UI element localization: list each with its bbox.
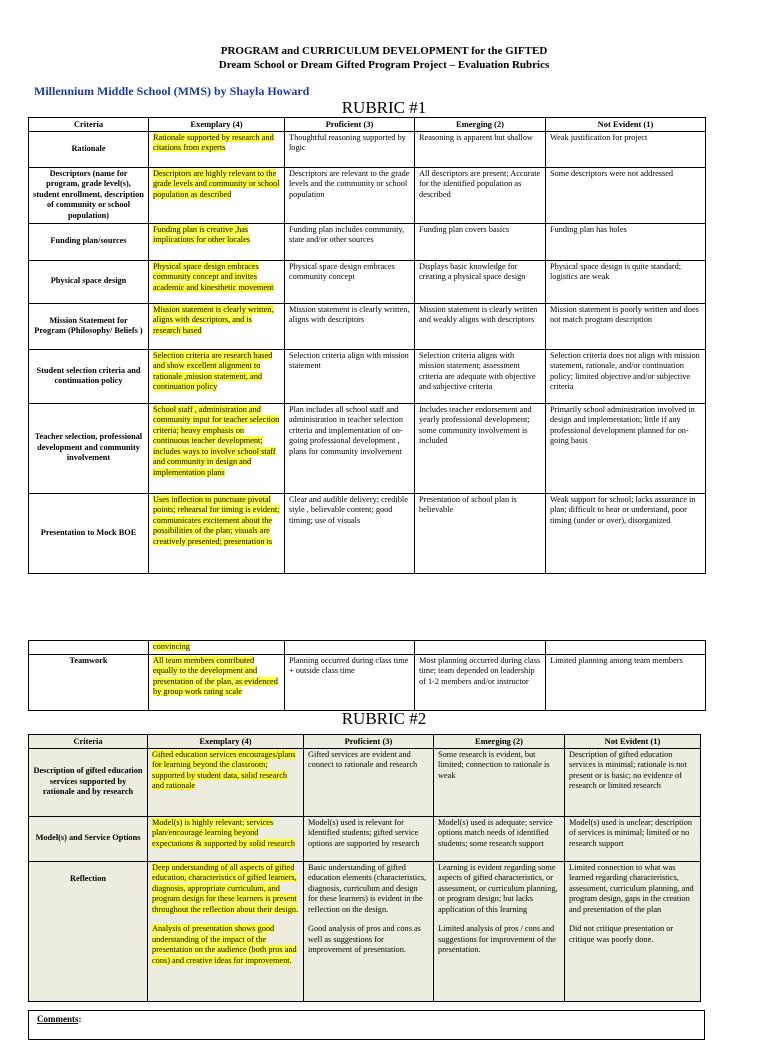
emerging-cell: Selection criteria aligns with mission statement; assessment criteria are adequate with objective and subjective criteria bbox=[415, 349, 546, 403]
not-evident-cell: Limited planning among team members bbox=[546, 654, 706, 710]
exemplary-cell bbox=[148, 748, 304, 816]
highlighted-text: Deep understanding of all aspects of gifted education, characteristics of gifted learners, diagnosis, appropriate curriculum, and program design for these learners is present throughout the reflection about their design. bbox=[152, 862, 299, 914]
table-row bbox=[29, 303, 706, 349]
criteria-cell: Model(s) and Service Options bbox=[29, 816, 148, 861]
highlighted-text: Physical space design embraces community concept and invites academic and kinesthetic movement bbox=[153, 261, 274, 292]
header-proficient: Proficient (3) bbox=[304, 735, 434, 749]
not-evident-cell: Primarily school administration involved in design and implementation; little if any professional development planned for on-going basis bbox=[546, 403, 706, 493]
not-evident-cell bbox=[565, 861, 701, 1001]
not-evident-cell: Model(s) used is unclear; description of services is minimal; limited or no research support bbox=[565, 816, 701, 861]
highlighted-text: Funding plan is creative ,has implications for other locales bbox=[153, 224, 250, 244]
empty-cell bbox=[546, 641, 706, 655]
document-title-line1: PROGRAM and CURRICULUM DEVELOPMENT for the GIFTED bbox=[220, 45, 548, 57]
header-criteria: Criteria bbox=[29, 118, 149, 132]
criteria-cell: Student selection criteria and continuation policy bbox=[29, 349, 149, 403]
empty-cell bbox=[415, 641, 546, 655]
emerging-cell: Funding plan covers basics bbox=[415, 223, 546, 260]
table-row bbox=[29, 167, 706, 223]
criteria-cell: Description of gifted education services supported by rationale and by research bbox=[29, 748, 148, 816]
emerging-cell: All descriptors are present; Accurate for the identified population as described bbox=[415, 167, 546, 223]
proficient-cell: Funding plan includes community, state and/or other sources bbox=[285, 223, 415, 260]
header-exemplary: Exemplary (4) bbox=[149, 118, 285, 132]
table-row bbox=[29, 748, 701, 816]
proficient-cell: Clear and audible delivery; credible style , believable content; good timing; use of visuals bbox=[285, 493, 415, 573]
exemplary-cell bbox=[149, 493, 285, 573]
criteria-cell: Descriptors (name for program, grade level(s), student enrollment, description of community or school population) bbox=[29, 167, 149, 223]
emerging-cell bbox=[434, 861, 565, 1001]
exemplary-cell bbox=[148, 861, 304, 1001]
table-row bbox=[29, 223, 706, 260]
highlighted-text: Selection criteria are research based and show excellent alignment to rationale ,mission statement, and continuation policy bbox=[153, 350, 273, 391]
table-row bbox=[29, 260, 706, 303]
criteria-cell: Reflection bbox=[29, 861, 148, 1001]
criteria-cell: Teacher selection, professional development and community involvement bbox=[29, 403, 149, 493]
table-row bbox=[29, 131, 706, 167]
not-evident-cell: Weak justification for project bbox=[546, 131, 706, 167]
table-row bbox=[29, 816, 701, 861]
header-emerging: Emerging (2) bbox=[415, 118, 546, 132]
proficient-cell: Model(s) used is relevant for identified students; gifted service options are supported by research bbox=[304, 816, 434, 861]
paragraph: Did not critique presentation or critique was poorly done. bbox=[569, 924, 674, 944]
criteria-cell: Teamwork bbox=[29, 654, 149, 710]
rubric1-heading: RUBRIC #1 bbox=[341, 98, 427, 117]
rubric1-table bbox=[28, 117, 706, 574]
not-evident-cell: Some descriptors were not addressed bbox=[546, 167, 706, 223]
highlighted-text: All team members contributed equally to the development and presentation of the plan, as evidenced by group work rating scale bbox=[153, 655, 278, 696]
highlighted-text: Uses inflection to punctuate pivotal points; rehearsal for timing is evident; communicates excitement about the possibilities of the plan; visuals are creatively presented; presentation is bbox=[153, 494, 280, 546]
not-evident-cell: Mission statement is poorly written and does not match program description bbox=[546, 303, 706, 349]
table-row bbox=[29, 349, 706, 403]
not-evident-cell: Physical space design is quite standard; logistics are weak bbox=[546, 260, 706, 303]
comments-colon: : bbox=[78, 1014, 82, 1024]
proficient-cell: Selection criteria align with mission statement bbox=[285, 349, 415, 403]
proficient-cell: Physical space design embraces community concept bbox=[285, 260, 415, 303]
empty-cell bbox=[29, 641, 149, 655]
highlighted-text: Descriptors are highly relevant to the grade levels and community or school population as described bbox=[153, 168, 280, 199]
emerging-cell: Reasoning is apparent but shallow bbox=[415, 131, 546, 167]
exemplary-cell bbox=[149, 403, 285, 493]
exemplary-cell bbox=[149, 167, 285, 223]
not-evident-cell: Selection criteria does not align with mission statement, rationale, and/or continuation policy; limited objective and/or subjective criteria bbox=[546, 349, 706, 403]
proficient-cell: Gifted services are evident and connect to rationale and research bbox=[304, 748, 434, 816]
empty-cell bbox=[285, 641, 415, 655]
header-emerging: Emerging (2) bbox=[434, 735, 565, 749]
header-not-evident: Not Evident (1) bbox=[565, 735, 701, 749]
proficient-cell bbox=[304, 861, 434, 1001]
highlighted-text: School staff , administration and community input for teacher selection criteria; heavy emphasis on continuous teacher development; includes ways to involve school staff and community in design and implementation plans bbox=[153, 404, 280, 477]
header-not-evident: Not Evident (1) bbox=[546, 118, 706, 132]
criteria-cell: Presentation to Mock BOE bbox=[29, 493, 149, 573]
proficient-cell: Plan includes all school staff and administration in teacher selection criteria and implementation of on-going professional development , plans for community involvement bbox=[285, 403, 415, 493]
rubric2-heading: RUBRIC #2 bbox=[341, 709, 427, 728]
paragraph: Good analysis of pros and cons as well as suggestions for improvement of presentation. bbox=[308, 924, 421, 954]
paragraph: Limited connection to what was learned regarding characteristics, assessment, curriculum planning, and program design, gaps in the creation and presentation of the plan bbox=[569, 862, 694, 914]
highlighted-text: Analysis of presentation shows good understanding of the impact of the presentation on the audience (both pros and cons) and creative ideas for improvement. bbox=[152, 924, 297, 965]
emerging-cell: Some research is evident, but limited; connection to rationale is weak bbox=[434, 748, 565, 816]
rubric2-table bbox=[28, 734, 701, 1002]
proficient-cell: Mission statement is clearly written, aligns with descriptors bbox=[285, 303, 415, 349]
criteria-cell: Mission Statement for Program (Philosophy/ Beliefs ) bbox=[29, 303, 149, 349]
rubric1-continued-table bbox=[28, 640, 706, 711]
document-title-line2: Dream School or Dream Gifted Program Project – Evaluation Rubrics bbox=[218, 59, 550, 71]
exemplary-cell bbox=[149, 260, 285, 303]
paragraph: Learning is evident regarding some aspects of gifted characteristics, or assessment, or curriculum planning, or program design; but lacks application of this learning bbox=[438, 862, 558, 914]
exemplary-cell bbox=[149, 654, 285, 710]
criteria-cell: Funding plan/sources bbox=[29, 223, 149, 260]
table-row bbox=[29, 861, 701, 1001]
table-row bbox=[29, 493, 706, 573]
table-row bbox=[29, 641, 706, 655]
highlighted-text: convincing bbox=[153, 642, 190, 651]
criteria-cell: Rationale bbox=[29, 131, 149, 167]
emerging-cell: Includes teacher endorsement and yearly professional development; some community involvement is included bbox=[415, 403, 546, 493]
not-evident-cell: Funding plan has holes bbox=[546, 223, 706, 260]
proficient-cell: Thoughtful reasoning supported by logic bbox=[285, 131, 415, 167]
header-proficient: Proficient (3) bbox=[285, 118, 415, 132]
table-row bbox=[29, 403, 706, 493]
table-header-row bbox=[29, 118, 706, 132]
school-author-line: Millennium Middle School (MMS) by Shayla Howard bbox=[34, 84, 310, 98]
highlighted-text: Rationale supported by research and citations from experts bbox=[153, 132, 274, 152]
emerging-cell: Presentation of school plan is believable bbox=[415, 493, 546, 573]
emerging-cell: Mission statement is clearly written and weakly aligns with descriptors bbox=[415, 303, 546, 349]
emerging-cell: Most planning occurred during class time; team depended on leadership of 1-2 members and/or instructor bbox=[415, 654, 546, 710]
header-criteria: Criteria bbox=[29, 735, 148, 749]
exemplary-cell bbox=[148, 816, 304, 861]
exemplary-cell bbox=[149, 223, 285, 260]
emerging-cell: Displays basic knowledge for creating a physical space design bbox=[415, 260, 546, 303]
header-exemplary: Exemplary (4) bbox=[148, 735, 304, 749]
highlighted-text: Gifted education services encourages/plans for learning beyond the classroom; supported by student data, solid research and rationale bbox=[152, 749, 296, 790]
proficient-cell: Descriptors are relevant to the grade levels and the community or school population bbox=[285, 167, 415, 223]
table-row bbox=[29, 654, 706, 710]
table-header-row bbox=[29, 735, 701, 749]
exemplary-cell bbox=[149, 303, 285, 349]
highlighted-text: Mission statement is clearly written, aligns with descriptors, and is research based bbox=[153, 304, 274, 335]
exemplary-cell bbox=[149, 641, 285, 655]
criteria-cell: Physical space design bbox=[29, 260, 149, 303]
highlighted-text: Model(s) is highly relevant; services plan/encourage learning beyond expectations & supported by solid research bbox=[152, 817, 296, 848]
not-evident-cell: Description of gifted education services is minimal; rationale is not present or is basic; no evidence of research or limited research bbox=[565, 748, 701, 816]
comments-box bbox=[28, 1010, 705, 1040]
paragraph: Basic understanding of gifted education elements (characteristics, diagnosis, curriculum and design for these learners) is evident in the reflection on the design. bbox=[308, 862, 427, 914]
exemplary-cell bbox=[149, 131, 285, 167]
paragraph: Limited analysis of pros / cons and suggestions for improvement of the presentation. bbox=[438, 924, 556, 954]
comments-label: Comments bbox=[37, 1014, 79, 1024]
not-evident-cell: Weak support for school; lacks assurance in plan; difficult to hear or understand, poor timing (under or over), disorganized bbox=[546, 493, 706, 573]
proficient-cell: Planning occurred during class time + outside class time bbox=[285, 654, 415, 710]
exemplary-cell bbox=[149, 349, 285, 403]
emerging-cell: Model(s) used is adequate; service options match needs of identified students; some research support bbox=[434, 816, 565, 861]
